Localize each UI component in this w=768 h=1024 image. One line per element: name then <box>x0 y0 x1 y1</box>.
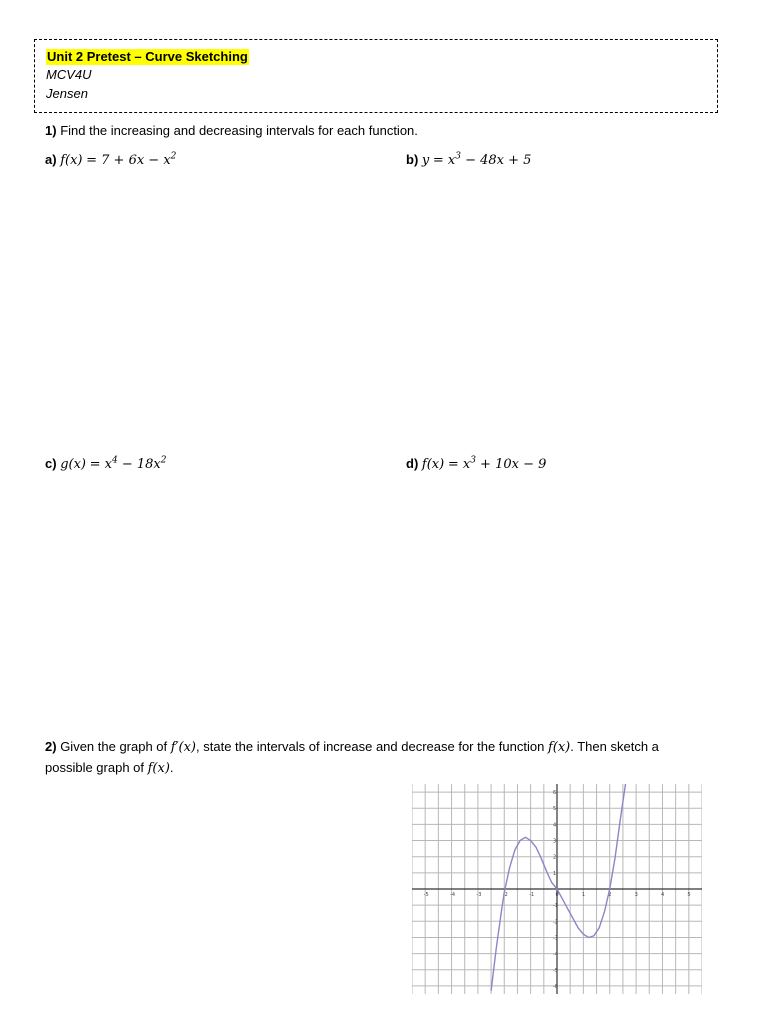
question-2-fx: f(x) <box>547 740 571 755</box>
part-d-label: d) <box>406 456 419 471</box>
question-1-text: Find the increasing and decreasing intervals for each function. <box>60 123 418 138</box>
question-2-text-a: Given the graph of <box>60 739 171 754</box>
question-1b <box>406 151 531 170</box>
part-c-rhs: = x <box>89 457 112 472</box>
y-tick-label: 2 <box>553 854 557 861</box>
y-tick-label: -4 <box>553 951 558 958</box>
question-1d <box>406 455 546 474</box>
part-d-lhs: f(x) <box>421 457 445 472</box>
y-tick-label: -1 <box>553 903 558 910</box>
question-1-number: 1) <box>45 123 57 138</box>
question-1-prompt <box>45 122 418 140</box>
part-d-exponent: 3 <box>470 455 476 466</box>
part-b-rhs: = x <box>432 153 456 168</box>
part-a-exponent: 2 <box>170 151 177 162</box>
y-tick-label: -3 <box>553 935 558 942</box>
derivative-curve <box>491 784 625 991</box>
part-d-tail: + 10x − 9 <box>475 457 547 472</box>
x-tick-label: -2 <box>502 892 508 898</box>
part-b-label: b) <box>406 152 419 167</box>
x-tick-label: -3 <box>476 892 482 898</box>
question-2-fx-2: f(x) <box>147 761 170 776</box>
question-1a <box>45 151 176 170</box>
y-tick-label: 4 <box>553 822 557 829</box>
question-2-fprime: f′(x) <box>170 740 197 755</box>
question-2-prompt-line-1 <box>45 738 659 757</box>
part-c-lhs: g(x) <box>60 457 86 472</box>
x-tick-label: 3 <box>634 892 638 898</box>
part-b-tail: − 48x + 5 <box>460 153 532 168</box>
part-c-exponent: 4 <box>111 455 118 466</box>
question-2-text-d: possible graph of <box>45 760 148 775</box>
worksheet-title: Unit 2 Pretest – Curve Sketching <box>47 49 248 64</box>
y-tick-label: -2 <box>553 919 558 926</box>
course-code: MCV4U <box>46 67 92 82</box>
x-tick-label: 1 <box>581 892 586 898</box>
x-tick-label: -1 <box>529 892 535 898</box>
part-c-label: c) <box>45 456 57 471</box>
graph-curve-layer <box>491 784 625 991</box>
y-tick-label: 6 <box>553 790 557 797</box>
header-box <box>34 39 718 113</box>
question-2-number: 2) <box>45 739 57 754</box>
x-tick-label: 4 <box>660 892 665 898</box>
question-2-prompt-line-2 <box>45 759 174 778</box>
x-tick-label: -4 <box>450 892 456 898</box>
part-c-tail: − 18x <box>117 457 161 472</box>
derivative-graph <box>412 784 702 994</box>
question-1c <box>45 455 166 474</box>
part-c-exponent-2: 2 <box>160 455 167 466</box>
question-2-text-e: . <box>169 760 174 775</box>
question-2-text-c: . Then sketch a <box>570 739 659 754</box>
x-tick-label: 2 <box>608 892 612 898</box>
part-b-exponent: 3 <box>455 151 461 162</box>
y-tick-label: 5 <box>553 806 557 813</box>
x-tick-label: 5 <box>687 892 691 898</box>
teacher-name: Jensen <box>46 86 88 101</box>
part-d-rhs: = x <box>447 457 471 472</box>
y-tick-label: 1 <box>553 870 557 877</box>
x-tick-label: 0 <box>555 892 559 898</box>
y-tick-label: -6 <box>553 983 558 990</box>
part-b-lhs: y <box>421 153 430 168</box>
part-a-label: a) <box>45 152 57 167</box>
x-tick-label: -5 <box>423 892 429 898</box>
question-2-text-b: , state the intervals of increase and decrease for the function <box>196 739 548 754</box>
y-tick-label: 3 <box>553 838 557 845</box>
y-tick-label: -5 <box>553 967 558 974</box>
part-a-rhs: = 7 + 6x − x <box>86 153 171 168</box>
part-a-lhs: f(x) <box>60 153 83 168</box>
